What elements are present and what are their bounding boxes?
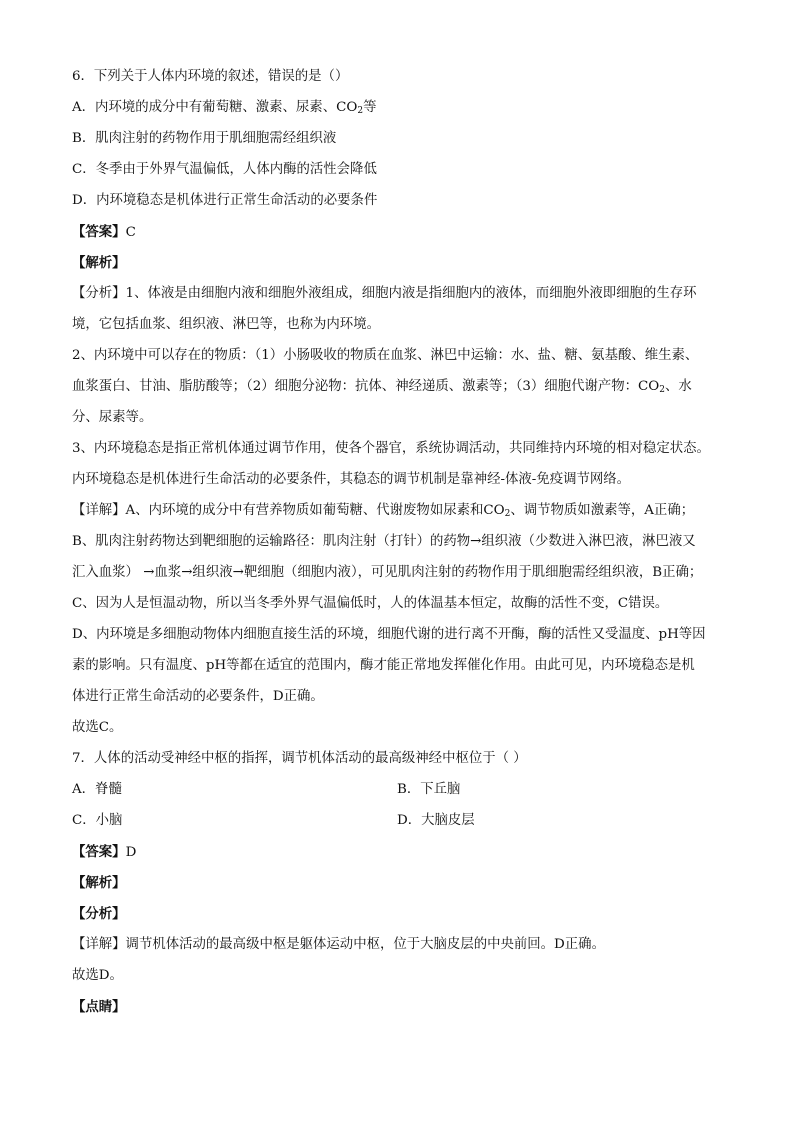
q7-dianjing-heading: 【点睛】 xyxy=(72,999,126,1015)
q6-point2-line-3: 分、尿素等。 xyxy=(72,410,153,425)
q6-point3-line-1: 3、内环境稳态是指正常机体通过调节作用，使各个器官，系统协调活动，共同维持内环境的相对稳定状态。 xyxy=(72,441,710,456)
q6-point2-subscript: 2 xyxy=(659,385,666,395)
q7-analysis-heading: 【解析】 xyxy=(72,875,126,891)
q6-option-a-text: A．内环境的成分中有葡萄糖、激素、尿素、CO xyxy=(72,100,358,115)
q6-point2-line-2-text: 血浆蛋白、甘油、脂肪酸等；（2）细胞分泌物：抗体、神经递质、激素等；（3）细胞代谢产物：CO xyxy=(72,379,660,394)
q6-stem: 6．下列关于人体内环境的叙述，错误的是（） xyxy=(72,69,349,84)
q7-stem: 7．人体的活动受神经中枢的指挥，调节机体活动的最高级神经中枢位于（ ） xyxy=(72,751,527,766)
q7-xiangjie: 【详解】调节机体活动的最高级中枢是躯体运动中枢，位于大脑皮层的中央前回。D正确。 xyxy=(72,937,605,952)
q6-conclusion: 故选C。 xyxy=(72,720,123,735)
q6-fenxi-line-2: 境，它包括血浆、组织液、淋巴等，也称为内环境。 xyxy=(72,317,380,332)
q6-xiangjie-line-4: C、因为人是恒温动物，所以当冬季外界气温偏低时，人的体温基本恒定，故酶的活性不变，C错误。 xyxy=(72,596,669,611)
q6-answer-value: C xyxy=(125,225,136,240)
q7-option-b: B．下丘脑 xyxy=(397,782,461,797)
q6-fenxi-line-1: 【分析】1、体液是由细胞内液和细胞外液组成，细胞内液是指细胞内的液体，而细胞外液即细胞的生存环 xyxy=(72,286,697,301)
q7-fenxi-heading: 【分析】 xyxy=(72,906,126,922)
q6-option-a-subscript: 2 xyxy=(357,106,364,116)
q7-option-c: C．小脑 xyxy=(72,813,123,828)
q6-xiangjie-line-1 xyxy=(72,502,694,520)
q6-xiangjie-line-6: 素的影响。只有温度、pH等都在适宜的范围内，酶才能正常地发挥催化作用。由此可见，内环境稳态是机 xyxy=(72,658,695,673)
q6-point2-line-2 xyxy=(72,378,692,396)
q7-answer-tag: 【答案】 xyxy=(72,844,126,860)
q6-answer-tag: 【答案】 xyxy=(72,224,126,240)
q6-option-c: C．冬季由于外界气温偏低，人体内酶的活性会降低 xyxy=(72,162,377,177)
q7-option-a: A．脊髓 xyxy=(72,782,122,797)
q6-xiangjie-subscript: 2 xyxy=(504,509,511,519)
q6-analysis-heading: 【解析】 xyxy=(72,255,126,271)
q6-xiangjie-line-5: D、内环境是多细胞动物体内细胞直接生活的环境，细胞代谢的进行离不开酶，酶的活性又受温度、pH等因 xyxy=(72,627,706,642)
q6-xiangjie-line-2: B、肌肉注射药物达到靶细胞的运输路径：肌肉注射（打针）的药物→组织液（少数进入淋巴液，淋巴液又 xyxy=(72,534,696,549)
q7-answer-value: D xyxy=(125,845,137,860)
q6-option-a-suffix: 等 xyxy=(363,100,377,115)
q6-option-b: B．肌肉注射的药物作用于肌细胞需经组织液 xyxy=(72,131,337,146)
q6-point3-line-2: 内环境稳态是机体进行生命活动的必要条件，其稳态的调节机制是靠神经-体液-免疫调节网络。 xyxy=(72,472,631,487)
q6-option-d: D．内环境稳态是机体进行正常生命活动的必要条件 xyxy=(72,193,378,208)
q6-point2-line-1: 2、内环境中可以存在的物质：（1）小肠吸收的物质在血浆、淋巴中运输：水、盐、糖、氨基酸、维生素、 xyxy=(72,348,699,363)
q6-point2-line-2-suffix: 、水 xyxy=(665,379,692,394)
q6-xiangjie-line-7: 体进行正常生命活动的必要条件，D正确。 xyxy=(72,689,324,704)
q6-option-a xyxy=(72,99,376,117)
q7-answer xyxy=(72,843,136,862)
q7-conclusion: 故选D。 xyxy=(72,968,123,983)
q6-xiangjie-line-1-suffix: 、调节物质如激素等，A正确； xyxy=(510,503,695,518)
q6-xiangjie-line-1-text: 【详解】A、内环境的成分中有营养物质如葡萄糖、代谢废物如尿素和CO xyxy=(72,503,505,518)
q6-answer xyxy=(72,223,136,242)
q7-option-d: D．大脑皮层 xyxy=(397,813,475,828)
q6-xiangjie-line-3: 汇入血浆） →血浆→组织液→靶细胞（细胞内液），可见肌肉注射的药物作用于肌细胞需经组织液，B正确； xyxy=(72,565,703,580)
